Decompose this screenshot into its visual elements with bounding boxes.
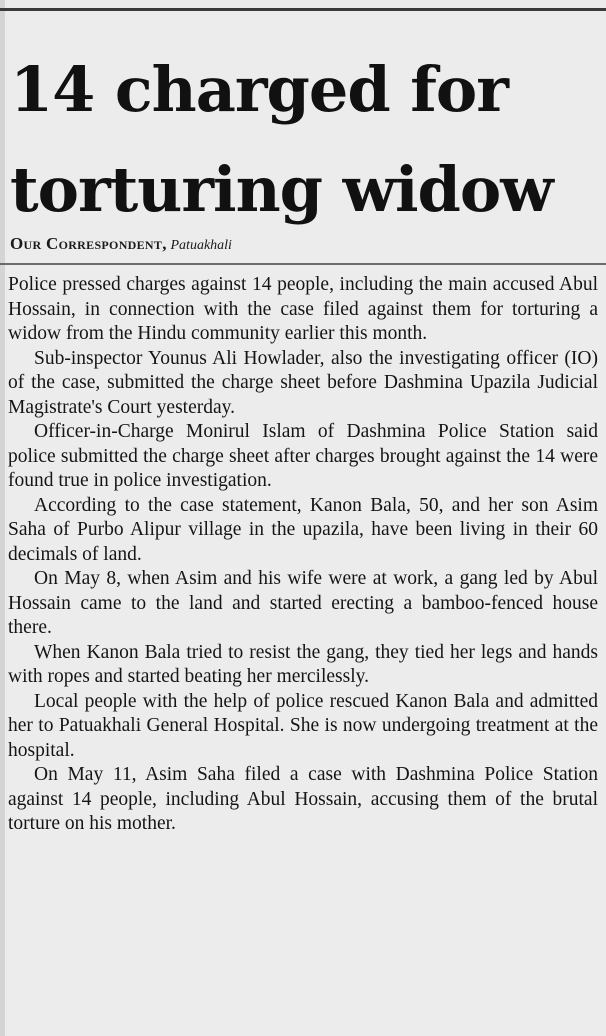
page-edge-shadow xyxy=(0,0,5,1036)
article-body xyxy=(8,273,598,837)
paragraph-4: According to the case statement, Kanon Bala, 50, and her son Asim Saha of Purbo Alipur village in the upazila, have been living in their 60 decimals of land. xyxy=(8,494,598,565)
paragraph-5: On May 8, when Asim and his wife were at work, a gang led by Abul Hossain came to the land and started erecting a bamboo-fenced house there. xyxy=(8,568,598,638)
paragraph-8: On May 11, Asim Saha filed a case with Dashmina Police Station against 14 people, including Abul Hossain, accusing them of the brutal torture on his mother. xyxy=(8,764,598,834)
byline xyxy=(10,233,600,257)
headline xyxy=(10,40,600,240)
paragraph-6: When Kanon Bala tried to resist the gang, they tied her legs and hands with ropes and started beating her mercilessly. xyxy=(8,641,598,687)
headline-line-2: torturing widow xyxy=(10,153,553,226)
paragraph-7: Local people with the help of police rescued Kanon Bala and admitted her to Patuakhali General Hospital. She is now undergoing treatment at the hospital. xyxy=(8,690,598,761)
byline-divider xyxy=(0,263,606,265)
top-rule xyxy=(0,8,606,11)
byline-location: Patuakhali xyxy=(170,238,232,253)
paragraph-2: Sub-inspector Younus Ali Howlader, also the investigating officer (IO) of the case, submitted the charge sheet before Dashmina Upazila Judicial Magistrate's Court yesterday. xyxy=(8,347,598,418)
paragraph-1: Police pressed charges against 14 people, including the main accused Abul Hossain, in connection with the case filed against them for torturing a widow from the Hindu community earlier this month. xyxy=(8,274,598,344)
paragraph-3: Officer-in-Charge Monirul Islam of Dashmina Police Station said police submitted the charge sheet after charges brought against the 14 were found true in police investigation. xyxy=(8,421,598,491)
headline-line-1: 14 charged for xyxy=(10,53,508,126)
byline-correspondent: Our Correspondent, xyxy=(10,234,167,253)
